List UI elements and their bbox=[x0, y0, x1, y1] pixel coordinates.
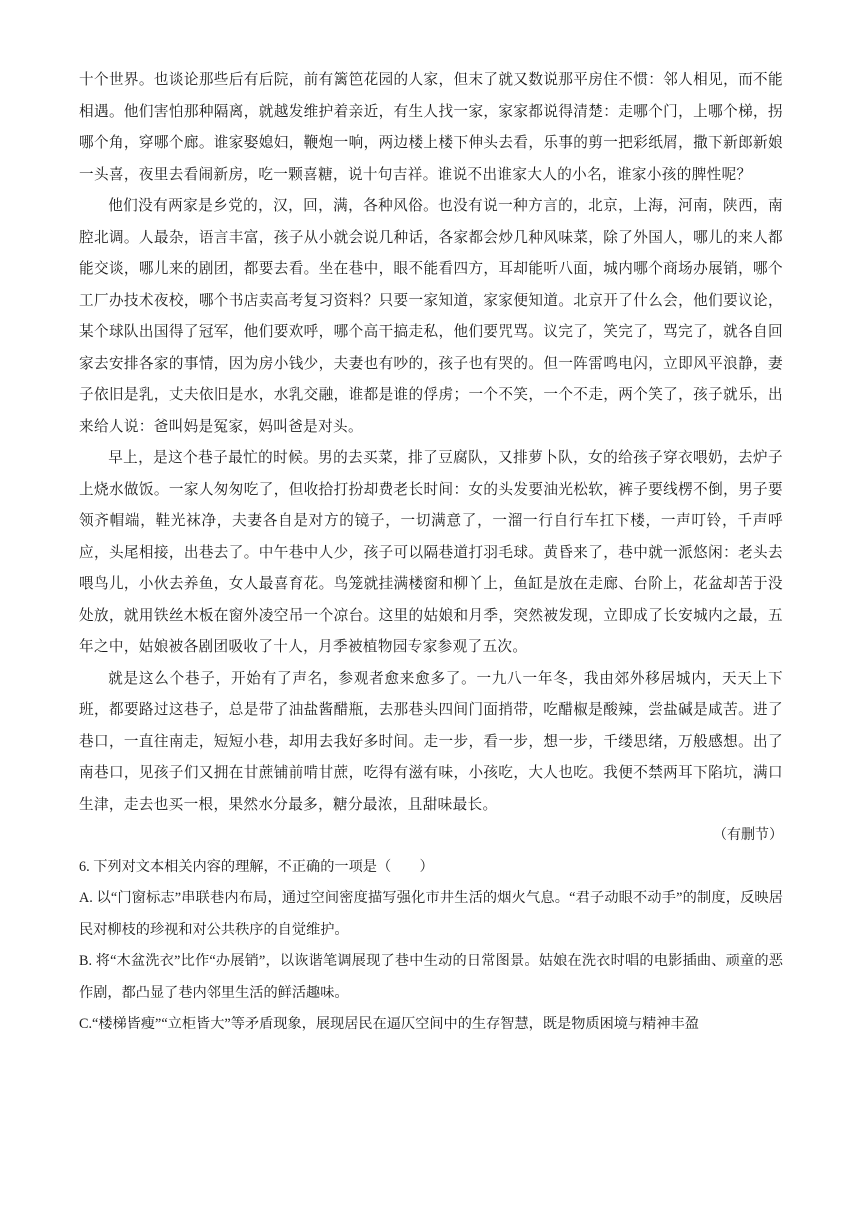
passage-paragraph: 早上，是这个巷子最忙的时候。男的去买菜，排了豆腐队，又排萝卜队，女的给孩子穿衣喂奶，去炉子上烧水做饭。一家人匆匆吃了，但收拾打扮却费老长时间：女的头发要油光松软，裤子要线楞不倒，男子要领齐帽端，鞋光袜净，夫妻各自是对方的镜子，一切满意了，一溜一行自行车扛下楼，一声叮铃，千声呼应，头尾相接，出巷去了。中午巷中人少，孩子可以隔巷道打羽毛球。黄昏来了，巷中就一派悠闲：老头去喂鸟儿，小伙去养鱼，女人最喜育花。鸟笼就挂满楼窗和柳丫上，鱼缸是放在走廊、台阶上，花盆却苦于没处放，就用铁丝木板在窗外凌空吊一个凉台。这里的姑娘和月季，突然被发现，立即成了长安城内之最，五年之中，姑娘被各剧团吸收了十人，月季被植物园专家参观了五次。 bbox=[79, 449, 783, 655]
option-b: B. 将“木盆洗衣”比作“办展销”，以诙谐笔调展现了巷中生动的日常图景。姑娘在洗衣时唱的电影插曲、顽童的恶作剧，都凸显了巷内邻里生活的鲜活趣味。 bbox=[79, 953, 783, 1001]
passage-paragraph: 他们没有两家是乡党的，汉，回，满，各种风俗。也没有说一种方言的，北京，上海，河南，陕西，南腔北调。人最杂，语言丰富，孩子从小就会说几种话，各家都会炒几种风味菜，除了外国人，哪儿的来人都能交谈，哪儿来的剧团，都要去看。坐在巷中，眼不能看四方，耳却能听八面，城内哪个商场办展销，哪个工厂办技术夜校，哪个书店卖高考复习资料？只要一家知道，家家便知道。北京开了什么会，他们要议论，某个球队出国得了冠军，他们要欢呼，哪个高干搞走私，他们要咒骂。议完了，笑完了，骂完了，就各自回家去安排各家的事情，因为房小钱少，夫妻也有吵的，孩子也有哭的。但一阵雷鸣电闪，立即风平浪静，妻子依旧是乳，丈夫依旧是水，水乳交融，谁都是谁的俘虏；一个不笑，一个不走，两个笑了，孩子就乐，出来给人说：爸叫妈是冤家，妈叫爸是对头。 bbox=[79, 197, 783, 435]
question-block bbox=[79, 852, 783, 1041]
option-c: C.“楼梯皆瘦”“立柜皆大”等矛盾现象，展现居民在逼仄空间中的生存智慧，既是物质困境与精神丰盈 bbox=[79, 1016, 699, 1032]
question-stem: 6. 下列对文本相关内容的理解，不正确的一项是（ ） bbox=[79, 858, 434, 875]
passage-paragraph-continued: 十个世界。也谈论那些后有后院，前有篱笆花园的人家，但末了就又数说那平房住不惯：邻人相见，而不能相遇。他们害怕那种隔离，就越发维护着亲近，有生人找一家，家家都说得清楚：走哪个门，上哪个梯，拐哪个角，穿哪个廊。谁家娶媳妇，鞭炮一响，两边楼上楼下伸头去看，乐事的剪一把彩纸屑，撒下新郎新娘一头喜，夜里去看闹新房，吃一颗喜糖，说十句吉祥。谁说不出谁家大人的小名，谁家小孩的脾性呢？ bbox=[79, 71, 783, 183]
passage-paragraph: 就是这么个巷子，开始有了声名，参观者愈来愈多了。一九八一年冬，我由郊外移居城内，天天上下班，都要路过这巷子，总是带了油盐酱醋瓶，去那巷头四间门面捎带，吃醋椒是酸辣，尝盐碱是咸苦。进了巷口，一直往南走，短短小巷，却用去我好多时间。走一步，看一步，想一步，千缕思绪，万般感想。出了南巷口，见孩子们又拥在甘蔗铺前啃甘蔗，吃得有滋有味，小孩吃，大人也吃。我便不禁两耳下陷坑，满口生津，走去也买一根，果然水分最多，糖分最浓，且甜味最长。 bbox=[79, 669, 783, 813]
source-note: （有删节） bbox=[713, 827, 783, 843]
option-a: A. 以“门窗标志”串联巷内布局，通过空间密度描写强化市井生活的烟火气息。“君子动眼不动手”的制度，反映居民对柳枝的珍视和对公共秩序的自觉维护。 bbox=[79, 890, 783, 938]
document-page bbox=[79, 64, 783, 1041]
